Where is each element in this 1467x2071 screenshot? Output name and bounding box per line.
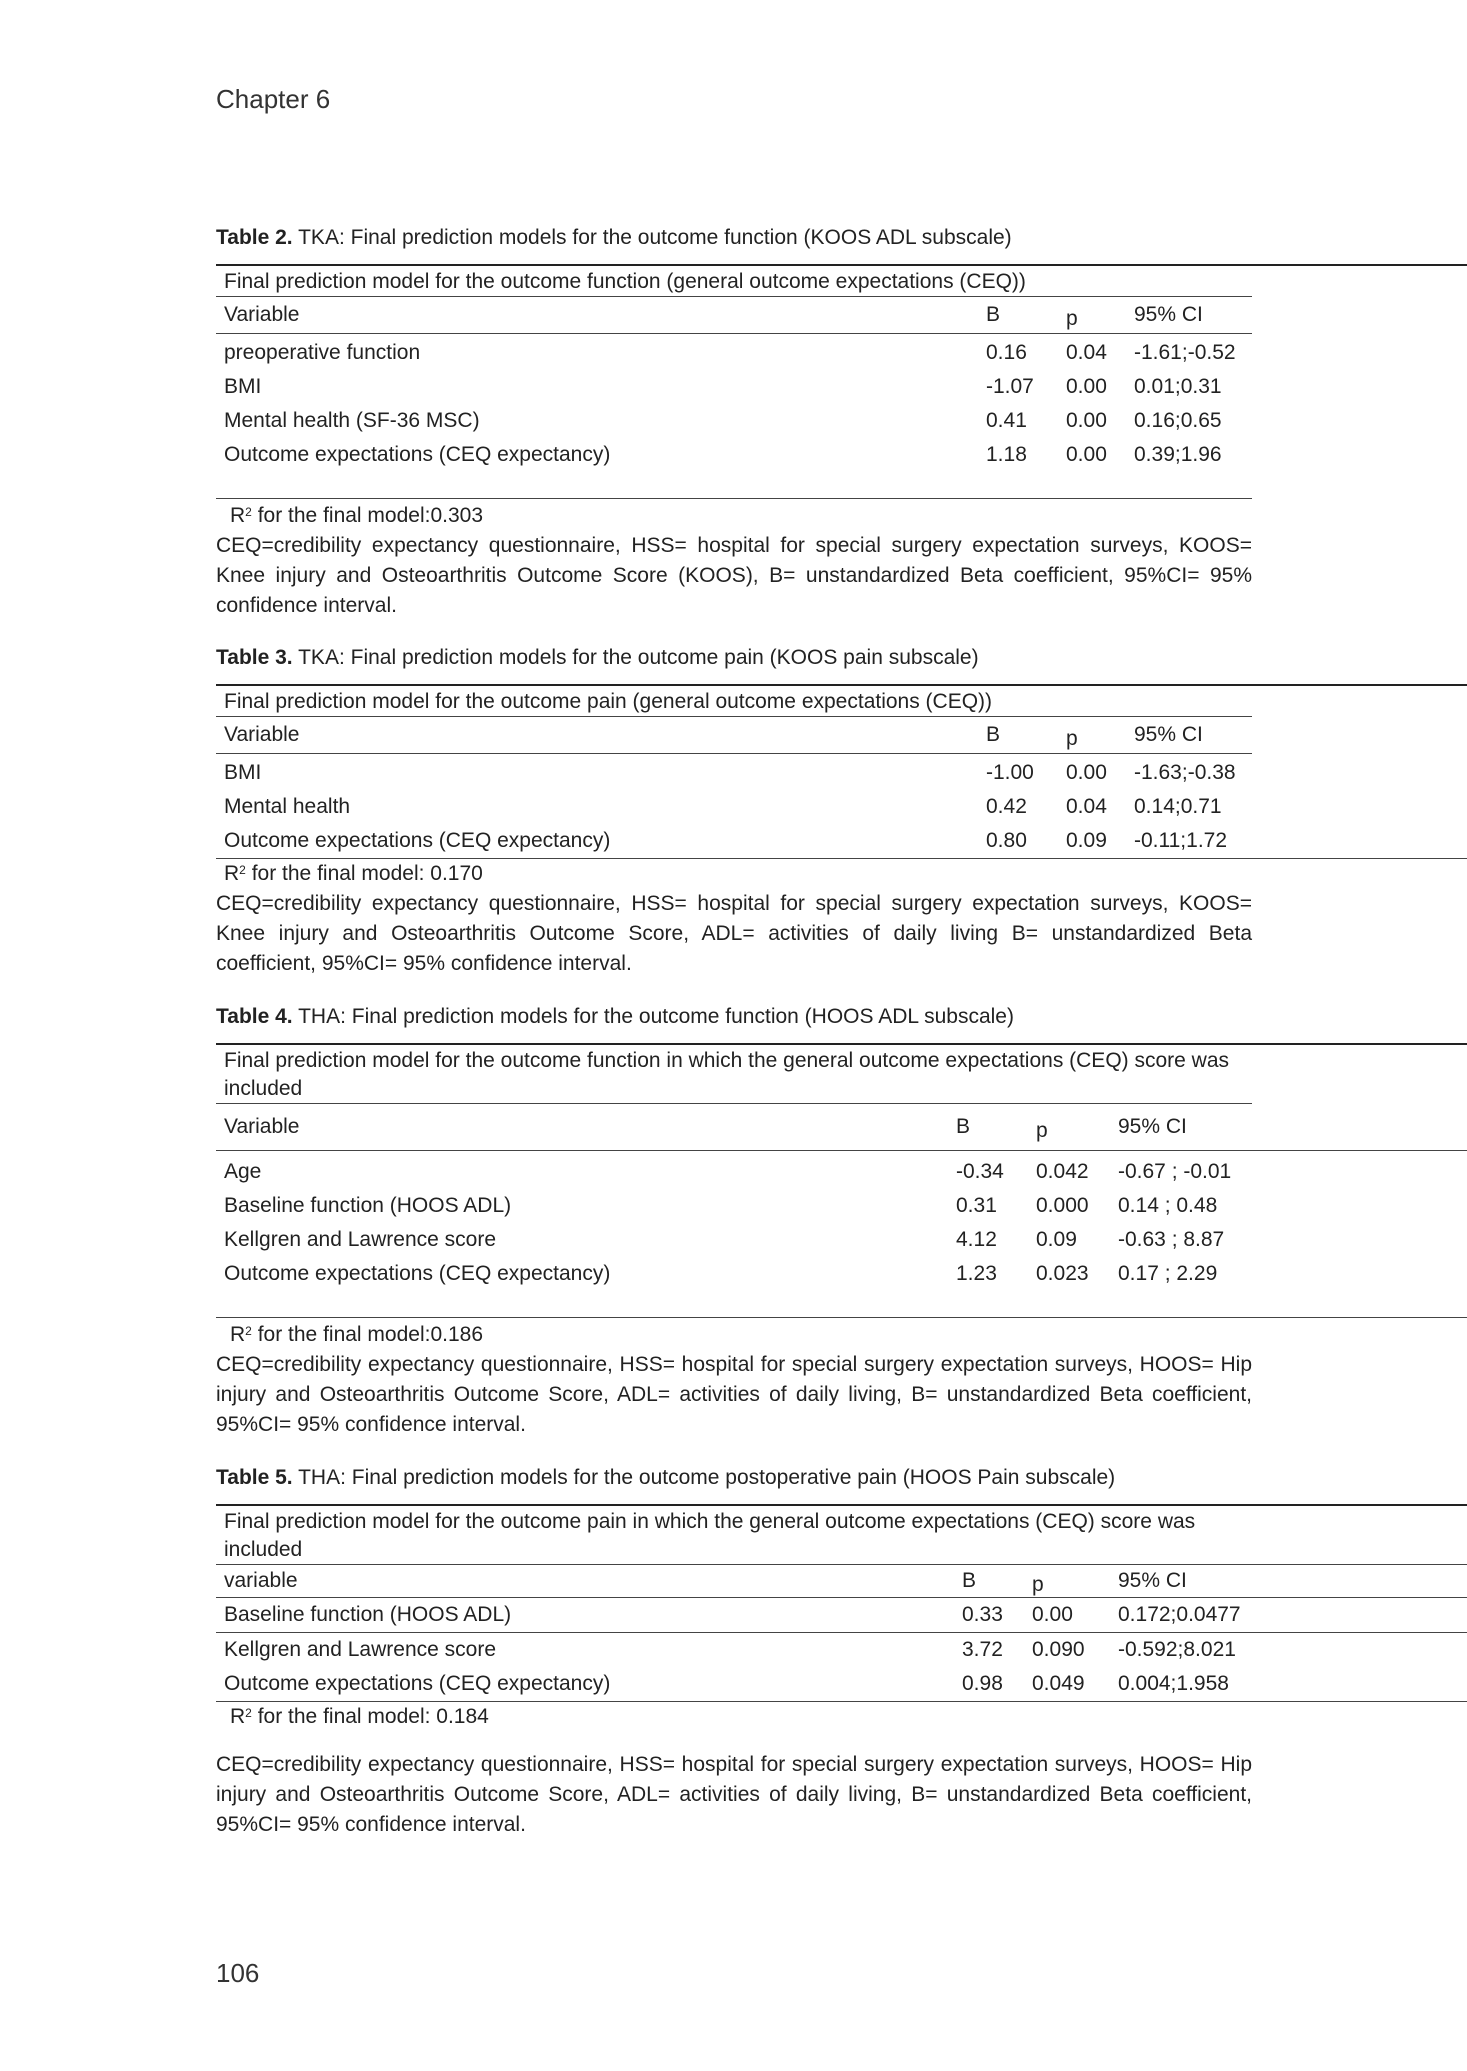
r2-symbol: R	[230, 504, 246, 527]
table-5-block	[216, 1464, 1467, 1840]
r2-superscript: 2	[245, 505, 252, 519]
cell-p: 0.04	[1066, 795, 1107, 818]
r2-note	[216, 859, 1467, 889]
r2-note	[216, 501, 1467, 531]
cell-p: 0.049	[1032, 1672, 1085, 1695]
cell-variable: Kellgren and Lawrence score	[224, 1228, 496, 1251]
cell-ci: 0.39;1.96	[1134, 443, 1222, 466]
table-caption-text: TKA: Final prediction models for the outcome function (KOOS ADL subscale)	[298, 226, 1012, 249]
table-label: Table 3.	[216, 646, 293, 669]
col-p: p	[1066, 727, 1078, 750]
table-header-row	[216, 1565, 1467, 1597]
table-label: Table 2.	[216, 226, 293, 249]
cell-variable: Age	[224, 1160, 262, 1183]
r2-symbol: R	[224, 862, 240, 885]
rule	[216, 498, 1252, 499]
cell-variable: Outcome expectations (CEQ expectancy)	[224, 443, 611, 466]
cell-p: 0.00	[1066, 443, 1107, 466]
cell-ci: 0.004;1.958	[1118, 1672, 1229, 1695]
cell-ci: -0.63 ; 8.87	[1118, 1228, 1225, 1251]
r2-value: for the final model: 0.170	[245, 862, 483, 885]
table-2-block	[216, 224, 1467, 621]
table-4	[216, 1043, 1467, 1318]
table-row	[216, 1667, 1467, 1701]
page-number: 106	[216, 1958, 260, 1988]
cell-b: -0.34	[956, 1160, 1004, 1183]
r2-superscript: 2	[245, 1706, 252, 1720]
cell-b: 0.98	[962, 1672, 1003, 1695]
cell-ci: 0.14 ; 0.48	[1118, 1194, 1218, 1217]
table-row	[216, 824, 1467, 858]
cell-variable: Kellgren and Lawrence score	[224, 1638, 496, 1661]
r2-value: for the final model:0.303	[251, 504, 484, 527]
cell-p: 0.00	[1066, 375, 1107, 398]
col-p: p	[1066, 307, 1078, 330]
table-label: Table 5.	[216, 1466, 293, 1489]
table-row	[216, 1598, 1467, 1632]
table-title: Final prediction model for the outcome pain in which the general outcome expectations (CEQ) score was included	[224, 1510, 1196, 1561]
cell-b: 0.80	[986, 829, 1027, 852]
table-footnote: CEQ=credibility expectancy questionnaire, HSS= hospital for special surgery expectation surveys, KOOS= Knee injury and Osteoarthritis Outcome Score (KOOS), B= unstandardized Beta coefficient, 95%CI= 95% confidence interval.	[216, 534, 1252, 617]
cell-p: 0.09	[1036, 1228, 1077, 1251]
cell-b: -1.00	[986, 761, 1034, 784]
cell-ci: 0.14;0.71	[1134, 795, 1222, 818]
cell-b: 3.72	[962, 1638, 1003, 1661]
table-row	[216, 1189, 1467, 1223]
col-p: p	[1036, 1119, 1048, 1142]
table-row	[216, 756, 1467, 790]
col-variable: Variable	[224, 303, 300, 326]
rule	[216, 1150, 1467, 1151]
cell-ci: -0.592;8.021	[1118, 1638, 1236, 1661]
cell-variable: Baseline function (HOOS ADL)	[224, 1603, 512, 1626]
cell-ci: -1.63;-0.38	[1134, 761, 1236, 784]
r2-superscript: 2	[239, 863, 246, 877]
table-header-row	[216, 1104, 1467, 1150]
col-variable: variable	[224, 1569, 298, 1592]
cell-variable: Mental health (SF-36 MSC)	[224, 409, 480, 432]
table-row	[216, 370, 1467, 404]
table-caption	[216, 1464, 1467, 1492]
r2-value: for the final model:0.186	[251, 1323, 484, 1346]
table-row	[216, 1223, 1467, 1257]
col-variable: Variable	[224, 723, 300, 746]
table-4-block	[216, 1003, 1467, 1440]
table-2	[216, 264, 1467, 499]
cell-p: 0.00	[1032, 1603, 1073, 1626]
cell-variable: Outcome expectations (CEQ expectancy)	[224, 829, 611, 852]
table-5	[216, 1504, 1467, 1702]
col-b: B	[986, 303, 1001, 326]
rule	[216, 1701, 1467, 1702]
table-row	[216, 1155, 1467, 1189]
cell-variable: preoperative function	[224, 341, 421, 364]
table-caption-text: THA: Final prediction models for the outcome postoperative pain (HOOS Pain subscale)	[298, 1466, 1116, 1489]
cell-variable: BMI	[224, 375, 262, 398]
cell-p: 0.09	[1066, 829, 1107, 852]
table-caption-text: TKA: Final prediction models for the outcome pain (KOOS pain subscale)	[298, 646, 979, 669]
cell-ci: -0.67 ; -0.01	[1118, 1160, 1232, 1183]
cell-p: 0.00	[1066, 761, 1107, 784]
col-variable: Variable	[224, 1115, 300, 1138]
col-b: B	[956, 1115, 971, 1138]
table-caption	[216, 644, 1467, 672]
cell-p: 0.023	[1036, 1262, 1089, 1285]
cell-variable: Baseline function (HOOS ADL)	[224, 1194, 512, 1217]
cell-b: 0.42	[986, 795, 1027, 818]
r2-note	[216, 1702, 1467, 1732]
table-title: Final prediction model for the outcome pain (general outcome expectations (CEQ))	[224, 690, 993, 713]
cell-ci: 0.16;0.65	[1134, 409, 1222, 432]
cell-ci: 0.172;0.0477	[1118, 1603, 1241, 1626]
cell-ci: -1.61;-0.52	[1134, 341, 1236, 364]
cell-b: 0.41	[986, 409, 1027, 432]
cell-p: 0.00	[1066, 409, 1107, 432]
table-row	[216, 790, 1467, 824]
cell-variable: Outcome expectations (CEQ expectancy)	[224, 1672, 611, 1695]
cell-b: 1.18	[986, 443, 1027, 466]
col-ci: 95% CI	[1118, 1569, 1187, 1592]
cell-ci: 0.17 ; 2.29	[1118, 1262, 1218, 1285]
table-3-block	[216, 644, 1467, 979]
table-footnote: CEQ=credibility expectancy questionnaire, HSS= hospital for special surgery expectation surveys, HOOS= Hip injury and Osteoarthritis Outcome Score, ADL= activities of daily living, B= unstandardized Beta coefficient, 95%CI= 95% confidence interval.	[216, 1753, 1252, 1836]
cell-ci: 0.01;0.31	[1134, 375, 1222, 398]
col-ci: 95% CI	[1134, 303, 1203, 326]
table-row	[216, 404, 1467, 438]
cell-p: 0.04	[1066, 341, 1107, 364]
table-row	[216, 438, 1467, 472]
r2-value: for the final model: 0.184	[251, 1705, 489, 1728]
cell-b: -1.07	[986, 375, 1034, 398]
table-3	[216, 684, 1467, 859]
cell-variable: Mental health	[224, 795, 351, 818]
table-label: Table 4.	[216, 1005, 293, 1028]
r2-symbol: R	[230, 1705, 246, 1728]
cell-p: 0.090	[1032, 1638, 1085, 1661]
col-p: p	[1032, 1573, 1044, 1596]
table-row	[216, 1257, 1467, 1291]
table-footnote: CEQ=credibility expectancy questionnaire, HSS= hospital for special surgery expectation surveys, HOOS= Hip injury and Osteoarthritis Outcome Score, ADL= activities of daily living, B= unstandardized Beta coefficient, 95%CI= 95% confidence interval.	[216, 1353, 1252, 1436]
cell-p: 0.042	[1036, 1160, 1089, 1183]
cell-b: 0.31	[956, 1194, 997, 1217]
col-ci: 95% CI	[1118, 1115, 1187, 1138]
r2-note	[216, 1320, 1467, 1350]
table-caption	[216, 1003, 1467, 1031]
r2-symbol: R	[230, 1323, 246, 1346]
r2-superscript: 2	[245, 1324, 252, 1338]
rule	[216, 858, 1467, 859]
col-ci: 95% CI	[1134, 723, 1203, 746]
chapter-header: Chapter 6	[216, 84, 331, 114]
col-b: B	[986, 723, 1001, 746]
table-footnote: CEQ=credibility expectancy questionnaire, HSS= hospital for special surgery expectation surveys, KOOS= Knee injury and Osteoarthritis Outcome Score, ADL= activities of daily living B= unstandardized Beta coefficient, 95%CI= 95% confidence interval.	[216, 892, 1252, 975]
cell-p: 0.000	[1036, 1194, 1089, 1217]
cell-b: 4.12	[956, 1228, 997, 1251]
cell-b: 0.16	[986, 341, 1027, 364]
cell-ci: -0.11;1.72	[1134, 829, 1228, 852]
table-header-row	[216, 717, 1467, 753]
cell-variable: Outcome expectations (CEQ expectancy)	[224, 1262, 611, 1285]
table-row	[216, 1633, 1467, 1667]
table-row	[216, 336, 1467, 370]
cell-variable: BMI	[224, 761, 262, 784]
cell-b: 1.23	[956, 1262, 997, 1285]
table-caption-text: THA: Final prediction models for the outcome function (HOOS ADL subscale)	[298, 1005, 1014, 1028]
table-title: Final prediction model for the outcome function in which the general outcome expectations (CEQ) score was included	[224, 1049, 1230, 1100]
cell-b: 0.33	[962, 1603, 1003, 1626]
table-caption	[216, 224, 1467, 252]
table-title: Final prediction model for the outcome function (general outcome expectations (CEQ))	[224, 270, 1026, 293]
rule	[216, 1317, 1467, 1318]
table-header-row	[216, 297, 1467, 333]
col-b: B	[962, 1569, 977, 1592]
